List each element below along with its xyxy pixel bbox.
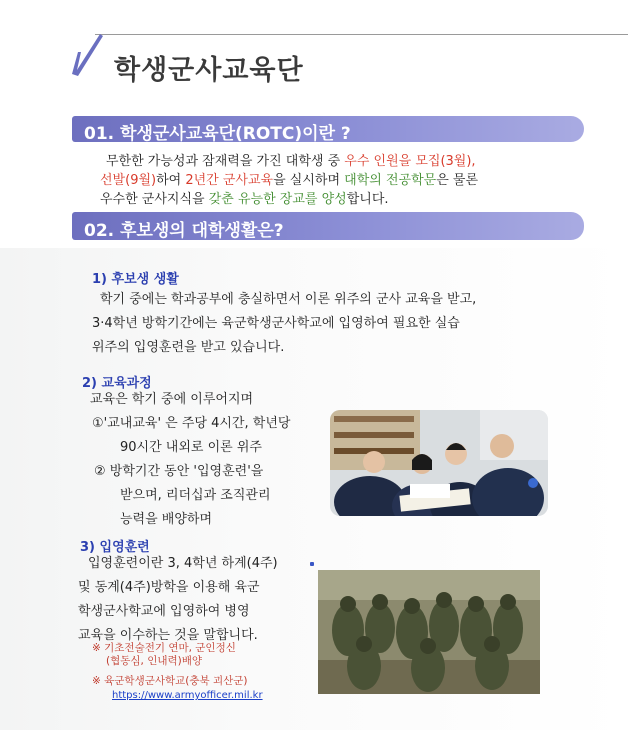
sub3-body <box>78 552 278 648</box>
sub3-heading: 3) 입영훈련 <box>80 540 150 555</box>
sub1-body <box>92 288 476 360</box>
note-training <box>92 642 236 668</box>
intro-text: 하여 <box>156 173 186 188</box>
section2-header-band <box>72 212 584 240</box>
intro-text: 은 물론 <box>436 173 479 188</box>
intro-highlight: 우수 인원을 모집(3월), <box>344 154 476 169</box>
sub2-line: ①'교내교육' 은 주당 4시간, 학년당 <box>92 416 291 431</box>
section2-heading: 02. 후보생의 대학생활은? <box>84 221 284 241</box>
intro-text: 우수한 군사지식을 <box>100 192 209 207</box>
sub3-line: 학생군사학교에 입영하여 병영 <box>78 604 250 619</box>
sub3-line: 입영훈련이란 3, 4학년 하계(4주) <box>88 556 278 571</box>
intro-highlight: 갖춘 유능한 장교를 양성 <box>208 192 347 207</box>
sub1-line: 3·4학년 방학기간에는 육군학생군사학교에 입영하여 필요한 실습 <box>92 316 460 331</box>
intro-line-1 <box>100 152 570 171</box>
slash-mark-icon <box>68 30 104 78</box>
section1-heading: 01. 학생군사교육단(ROTC)이란 ? <box>84 124 351 144</box>
intro-line-2 <box>100 171 570 190</box>
intro-highlight: 선발(9월) <box>100 173 157 188</box>
cadets-study-photo <box>330 410 548 516</box>
sub2-line: 90시간 내외로 이론 위주 <box>120 440 262 455</box>
intro-text: 무한한 가능성과 잠재력을 가진 대학생 중 <box>106 154 345 169</box>
field-training-photo <box>318 570 540 694</box>
sub2-heading: 2) 교육과정 <box>82 376 152 391</box>
intro-text: 을 실시하며 <box>273 173 345 188</box>
intro-line-3 <box>100 190 570 209</box>
note-line: ※ 기초전술전기 연마, 군인정신 <box>92 642 236 654</box>
title-rule <box>95 34 628 35</box>
sub1-line: 학기 중에는 학과공부에 충실하면서 이론 위주의 군사 교육을 받고, <box>100 292 477 307</box>
sub3-line: 교육을 이수하는 것을 말합니다. <box>78 628 258 643</box>
note-line: (협동심, 인내력)배양 <box>106 655 203 667</box>
sub1-heading: 1) 후보생 생활 <box>92 272 179 287</box>
sub1-line: 위주의 입영훈련을 받고 있습니다. <box>92 340 285 355</box>
sub2-line: ② 방학기간 동안 '입영훈련'을 <box>94 464 264 479</box>
note-school: ※ 육군학생군사학교(충북 괴산군) <box>92 675 248 687</box>
page-title: 학생군사교육단 <box>114 55 304 86</box>
decorative-dot <box>310 562 314 566</box>
sub2-line: 능력을 배양하며 <box>120 512 213 527</box>
section1-header-band <box>72 116 584 142</box>
sub2-line: 받으며, 리더십과 조직관리 <box>120 488 271 503</box>
sub2-body <box>90 388 290 532</box>
intro-text: 합니다. <box>346 192 389 207</box>
sub2-line: 교육은 학기 중에 이루어지며 <box>90 392 254 407</box>
school-website-link[interactable]: https://www.armyofficer.mil.kr <box>112 690 263 701</box>
intro-highlight: 대학의 전공학문 <box>344 173 437 188</box>
sub3-line: 및 동계(4주)방학을 이용해 육군 <box>78 580 260 595</box>
section1-intro <box>100 152 570 209</box>
intro-highlight: 2년간 군사교육 <box>185 173 274 188</box>
